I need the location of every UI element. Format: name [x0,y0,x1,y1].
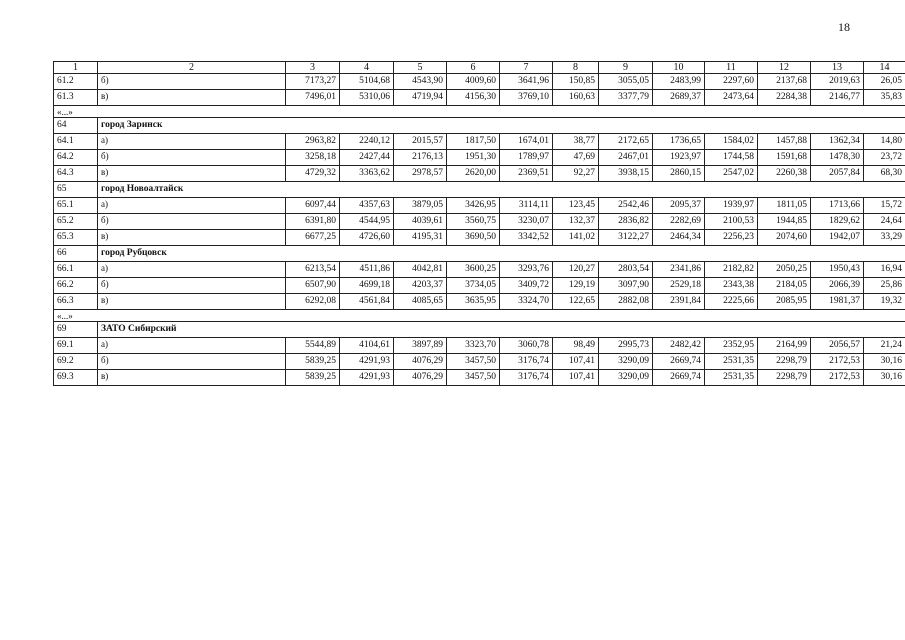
table-cell: 2256,23 [705,230,758,246]
table-cell: 2184,05 [758,278,811,294]
row-code: 66.1 [54,262,98,278]
table-cell: 4291,93 [340,354,394,370]
table-cell: 3122,27 [599,230,653,246]
table-cell: 4543,90 [394,74,447,90]
table-cell: 3641,96 [500,74,553,90]
row-code: 69.1 [54,338,98,354]
table-cell: 2531,35 [705,354,758,370]
page-number: 18 [838,20,850,34]
table-row [54,370,905,386]
table-cell: 2836,82 [599,214,653,230]
omission-mark: «...» [54,310,905,322]
table-cell: 4357,63 [340,198,394,214]
omission-mark: «...» [54,106,905,118]
section-code: 64 [54,118,98,134]
table-cell: 132,37 [553,214,599,230]
table-cell: 4719,94 [394,90,447,106]
table-row [54,198,905,214]
ellipsis-row [54,310,905,322]
table-cell: 1713,66 [811,198,864,214]
row-code: 61.3 [54,90,98,106]
table-cell: 2284,38 [758,90,811,106]
table-cell: 7173,27 [286,74,340,90]
table-cell: 2137,68 [758,74,811,90]
column-header: 5 [394,62,447,74]
table-cell: 2260,38 [758,166,811,182]
table-cell: 33,29 [864,230,905,246]
section-title: город Новоалтайск [98,182,905,198]
table-cell: 4511,86 [340,262,394,278]
table-cell: 15,72 [864,198,905,214]
table-cell: 2473,64 [705,90,758,106]
column-header: 3 [286,62,340,74]
table-cell: 2427,44 [340,150,394,166]
table-cell: 4561,84 [340,294,394,310]
table-cell: 4104,61 [340,338,394,354]
row-subitem: в) [98,166,286,182]
table-cell: 3879,05 [394,198,447,214]
table-cell: 3176,74 [500,354,553,370]
table-row [54,262,905,278]
table-cell: 5544,89 [286,338,340,354]
table-cell: 2057,84 [811,166,864,182]
table-cell: 3938,15 [599,166,653,182]
table-cell: 3769,10 [500,90,553,106]
table-cell: 1951,30 [447,150,500,166]
table-cell: 1811,05 [758,198,811,214]
row-code: 61.2 [54,74,98,90]
table-cell: 3290,09 [599,354,653,370]
row-subitem: б) [98,214,286,230]
table-cell: 38,77 [553,134,599,150]
table-cell: 4156,30 [447,90,500,106]
table-cell: 47,69 [553,150,599,166]
table-cell: 107,41 [553,354,599,370]
section-row [54,322,905,338]
table-cell: 16,94 [864,262,905,278]
table-cell: 2464,34 [653,230,705,246]
table-cell: 5310,06 [340,90,394,106]
table-cell: 1817,50 [447,134,500,150]
table-cell: 24,64 [864,214,905,230]
row-code: 66.3 [54,294,98,310]
table-row [54,90,905,106]
section-title: ЗАТО Сибирский [98,322,905,338]
table-cell: 160,63 [553,90,599,106]
table-cell: 3114,11 [500,198,553,214]
table-cell: 6507,90 [286,278,340,294]
row-subitem: б) [98,150,286,166]
table-cell: 3409,72 [500,278,553,294]
table-cell: 3258,18 [286,150,340,166]
table-cell: 4009,60 [447,74,500,90]
section-row [54,118,905,134]
row-code: 66.2 [54,278,98,294]
table-cell: 3293,76 [500,262,553,278]
table-cell: 2542,46 [599,198,653,214]
table-row [54,294,905,310]
table-cell: 2369,51 [500,166,553,182]
row-code: 69.3 [54,370,98,386]
table-cell: 2085,95 [758,294,811,310]
table-cell: 1591,68 [758,150,811,166]
table-cell: 4195,31 [394,230,447,246]
table-cell: 2015,57 [394,134,447,150]
table-cell: 2282,69 [653,214,705,230]
table-cell: 2547,02 [705,166,758,182]
table-cell: 6677,25 [286,230,340,246]
table-row [54,278,905,294]
table-cell: 6292,08 [286,294,340,310]
table-cell: 3897,89 [394,338,447,354]
table-cell: 2050,25 [758,262,811,278]
table-cell: 3426,95 [447,198,500,214]
table-cell: 3097,90 [599,278,653,294]
table-cell: 2860,15 [653,166,705,182]
table-cell: 2172,65 [599,134,653,150]
row-subitem: а) [98,262,286,278]
table-cell: 2529,18 [653,278,705,294]
section-title: город Рубцовск [98,246,905,262]
table-cell: 3230,07 [500,214,553,230]
table-cell: 3290,09 [599,370,653,386]
table-cell: 30,16 [864,354,905,370]
table-cell: 3690,50 [447,230,500,246]
table-cell: 1939,97 [705,198,758,214]
table-cell: 1950,43 [811,262,864,278]
table-body [54,74,905,386]
row-subitem: в) [98,370,286,386]
row-code: 64.1 [54,134,98,150]
table-cell: 23,72 [864,150,905,166]
table-row [54,230,905,246]
row-code: 64.3 [54,166,98,182]
table-cell: 3457,50 [447,354,500,370]
column-header: 14 [864,62,905,74]
table-cell: 3323,70 [447,338,500,354]
table-cell: 25,86 [864,278,905,294]
table-row [54,134,905,150]
table-cell: 3560,75 [447,214,500,230]
table-cell: 19,32 [864,294,905,310]
table-cell: 2483,99 [653,74,705,90]
table-row [54,354,905,370]
row-subitem: а) [98,338,286,354]
section-title: город Заринск [98,118,905,134]
table-cell: 1942,07 [811,230,864,246]
column-header: 4 [340,62,394,74]
column-header: 8 [553,62,599,74]
table-cell: 14,80 [864,134,905,150]
table-cell: 2978,57 [394,166,447,182]
table-cell: 6213,54 [286,262,340,278]
table-cell: 1789,97 [500,150,553,166]
row-code: 65.2 [54,214,98,230]
table-cell: 2352,95 [705,338,758,354]
section-code: 65 [54,182,98,198]
table-cell: 2164,99 [758,338,811,354]
table-cell: 120,27 [553,262,599,278]
table-cell: 3060,78 [500,338,553,354]
column-header: 1 [54,62,98,74]
section-code: 69 [54,322,98,338]
table-cell: 2066,39 [811,278,864,294]
table-cell: 2056,57 [811,338,864,354]
column-header: 11 [705,62,758,74]
table-cell: 4039,61 [394,214,447,230]
table-cell: 107,41 [553,370,599,386]
table-cell: 1584,02 [705,134,758,150]
table-cell: 3734,05 [447,278,500,294]
table-cell: 1944,85 [758,214,811,230]
table-cell: 1457,88 [758,134,811,150]
ellipsis-row [54,106,905,118]
table-cell: 122,65 [553,294,599,310]
section-row [54,182,905,198]
section-row [54,246,905,262]
table-cell: 2146,77 [811,90,864,106]
column-header: 13 [811,62,864,74]
table-row [54,150,905,166]
table-cell: 1981,37 [811,294,864,310]
table-cell: 3324,70 [500,294,553,310]
table-cell: 3635,95 [447,294,500,310]
table-cell: 4042,81 [394,262,447,278]
table-cell: 3457,50 [447,370,500,386]
table-cell: 4076,29 [394,354,447,370]
table-row [54,338,905,354]
table-cell: 4699,18 [340,278,394,294]
header-row [54,62,905,74]
table-cell: 98,49 [553,338,599,354]
table-cell: 2467,01 [599,150,653,166]
tariff-table [53,61,905,386]
table-cell: 129,19 [553,278,599,294]
table-cell: 2882,08 [599,294,653,310]
table-cell: 2341,86 [653,262,705,278]
column-header: 7 [500,62,553,74]
table-cell: 2297,60 [705,74,758,90]
column-header: 2 [98,62,286,74]
table-cell: 2669,74 [653,354,705,370]
row-code: 64.2 [54,150,98,166]
table-cell: 2019,63 [811,74,864,90]
table-cell: 1744,58 [705,150,758,166]
table-cell: 2172,53 [811,370,864,386]
table-cell: 30,16 [864,370,905,386]
table-cell: 2240,12 [340,134,394,150]
row-subitem: в) [98,230,286,246]
table-cell: 7496,01 [286,90,340,106]
table-cell: 4085,65 [394,294,447,310]
table-cell: 5839,25 [286,370,340,386]
table-row [54,214,905,230]
row-subitem: а) [98,198,286,214]
table-cell: 2531,35 [705,370,758,386]
table-row [54,166,905,182]
table-row [54,74,905,90]
table-cell: 68,30 [864,166,905,182]
table-cell: 3176,74 [500,370,553,386]
table-cell: 2963,82 [286,134,340,150]
table-cell: 2482,42 [653,338,705,354]
table-cell: 26,05 [864,74,905,90]
table-cell: 2100,53 [705,214,758,230]
table-cell: 141,02 [553,230,599,246]
table-cell: 5839,25 [286,354,340,370]
table-cell: 21,24 [864,338,905,354]
table-cell: 4203,37 [394,278,447,294]
table-cell: 2225,66 [705,294,758,310]
table-cell: 1674,01 [500,134,553,150]
row-subitem: б) [98,74,286,90]
row-subitem: а) [98,134,286,150]
row-subitem: б) [98,278,286,294]
table-cell: 1829,62 [811,214,864,230]
row-code: 65.3 [54,230,98,246]
table-cell: 3600,25 [447,262,500,278]
table-cell: 123,45 [553,198,599,214]
table-cell: 35,83 [864,90,905,106]
table-cell: 2620,00 [447,166,500,182]
row-code: 65.1 [54,198,98,214]
table-cell: 3342,52 [500,230,553,246]
table-cell: 6391,80 [286,214,340,230]
column-header: 12 [758,62,811,74]
table-cell: 2995,73 [599,338,653,354]
table-cell: 2391,84 [653,294,705,310]
table-cell: 1362,34 [811,134,864,150]
table-cell: 2182,82 [705,262,758,278]
table-cell: 2298,79 [758,354,811,370]
table-cell: 3377,79 [599,90,653,106]
table-cell: 4726,60 [340,230,394,246]
table-cell: 2176,13 [394,150,447,166]
table-cell: 2095,37 [653,198,705,214]
row-code: 69.2 [54,354,98,370]
table-cell: 3055,05 [599,74,653,90]
table-cell: 1736,65 [653,134,705,150]
table-cell: 2689,37 [653,90,705,106]
table-cell: 1923,97 [653,150,705,166]
column-header: 9 [599,62,653,74]
table-cell: 2074,60 [758,230,811,246]
table-cell: 4291,93 [340,370,394,386]
table-cell: 4076,29 [394,370,447,386]
table-cell: 2172,53 [811,354,864,370]
row-subitem: б) [98,354,286,370]
table-cell: 2669,74 [653,370,705,386]
table-cell: 2343,38 [705,278,758,294]
column-header: 10 [653,62,705,74]
column-header: 6 [447,62,500,74]
table-cell: 3363,62 [340,166,394,182]
section-code: 66 [54,246,98,262]
table-cell: 92,27 [553,166,599,182]
table-cell: 1478,30 [811,150,864,166]
table-cell: 150,85 [553,74,599,90]
row-subitem: в) [98,294,286,310]
row-subitem: в) [98,90,286,106]
table-cell: 5104,68 [340,74,394,90]
table-cell: 6097,44 [286,198,340,214]
table-cell: 2298,79 [758,370,811,386]
table-cell: 4544,95 [340,214,394,230]
table-cell: 4729,32 [286,166,340,182]
table-cell: 2803,54 [599,262,653,278]
